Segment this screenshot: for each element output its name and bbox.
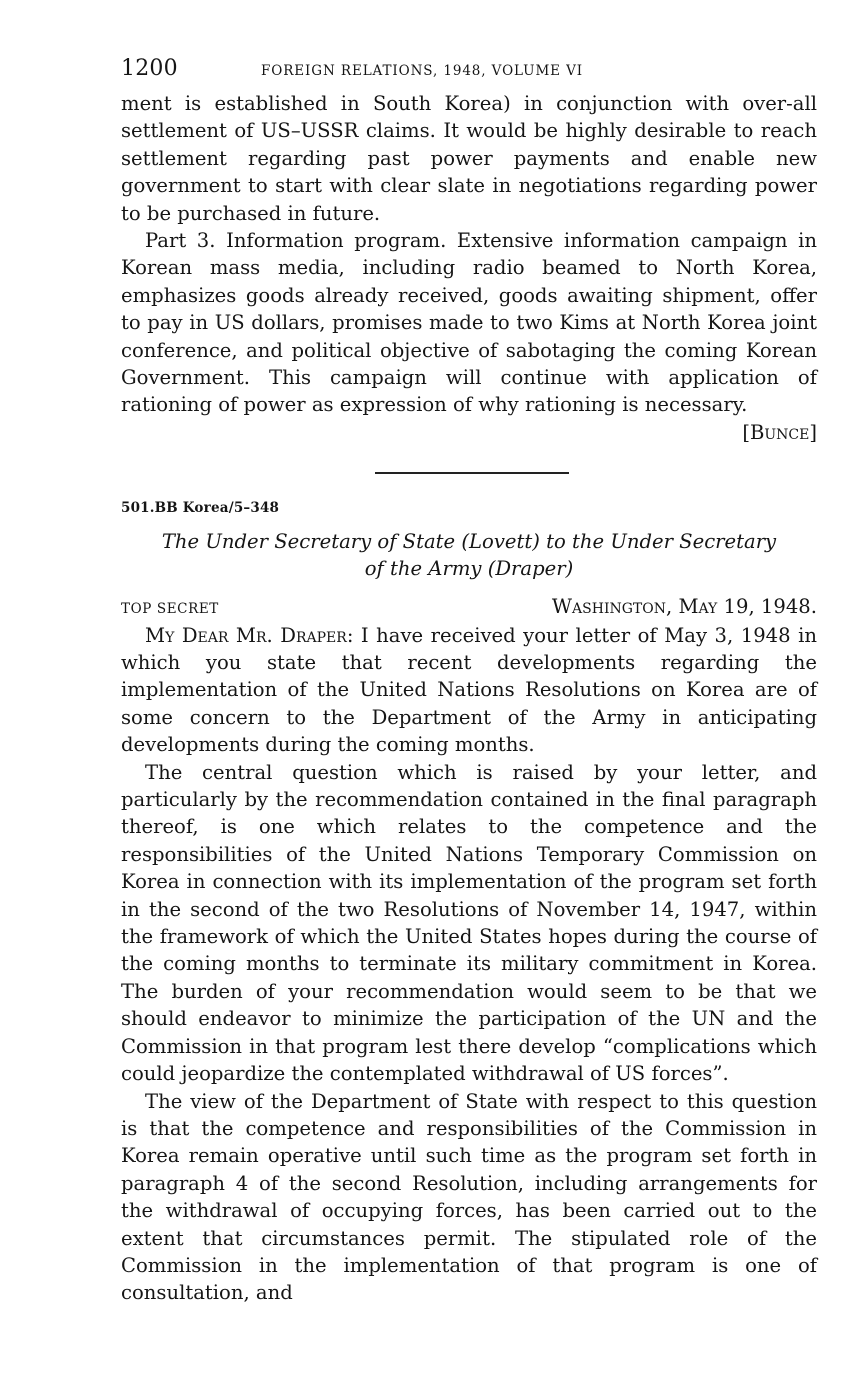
file-reference: 501.BB Korea/5–348 — [121, 499, 280, 516]
signature — [121, 419, 817, 446]
classification-label: TOP SECRET — [121, 600, 219, 617]
page-number: 1200 — [121, 56, 178, 81]
document-title-line-2: of the Army (Draper) — [364, 557, 574, 581]
dateline: Washington, May 19, 1948. — [551, 594, 817, 618]
continued-paragraph: ment is established in South Korea) in conjunction with over-all settlement of US–USSR claims. It would be highly desirable to reach settlement regarding past power payments and enable new government to start with clear slate in negotiations regarding power to be purchased in future. — [121, 92, 817, 225]
letter-paragraph-1-text: : I have received your letter of May 3, 1948 in which you state that recent developments regarding the implementation of the United Nations Resolutions on Korea are of some concern to the Department of the Army in anticipating developments during the coming months. — [121, 623, 817, 757]
document-title-line-1: The Under Secretary of State (Lovett) to the Under Secretary — [161, 529, 777, 553]
section-divider — [375, 472, 569, 474]
signature-text: [Bunce] — [742, 420, 817, 444]
letter-paragraph-2: The central question which is raised by your letter, and particularly by the recommendation contained in the final paragraph thereof, is one which relates to the competence and the responsibilities of the United Nations Temporary Commission on Korea in connection with its implementation of the program set forth in the second of the two Resolutions of November 14, 1947, within the framework of which the United States hopes during the course of the coming months to terminate its military commitment in Korea. The burden of your recommendation would seem to be that we should endeavor to minimize the participation of the UN and the Commission in that program lest there develop “complications which could jeopardize the contemplated withdrawal of US forces”. — [121, 760, 817, 1086]
letter-paragraph-3: The view of the Department of State with respect to this question is that the competence and responsibilities of the Commission in Korea remain operative until such time as the program set forth in paragraph 4 of the second Resolution, including arrangements for the withdrawal of occupying forces, has been carried out to the extent that circumstances permit. The stipulated role of the Commission in the implementation of that program is one of consultation, and — [121, 1089, 817, 1305]
running-head: FOREIGN RELATIONS, 1948, VOLUME VI — [261, 63, 584, 79]
information-program-paragraph: Part 3. Information program. Extensive information campaign in Korean mass media, including radio beamed to North Korea, emphasizes goods already received, goods awaiting shipment, offer to pay in US dollars, promises made to two Kims at North Korea joint conference, and political objective of sabotaging the coming Korean Government. This campaign will continue with application of rationing of power as expression of why rationing is necessary. — [121, 229, 817, 417]
salutation: My Dear Mr. Draper — [145, 623, 347, 647]
document-title — [121, 528, 817, 583]
dateline-row — [121, 595, 817, 622]
page-header — [121, 56, 817, 90]
document-page — [121, 56, 817, 1307]
letter-paragraph-1 — [121, 622, 817, 759]
